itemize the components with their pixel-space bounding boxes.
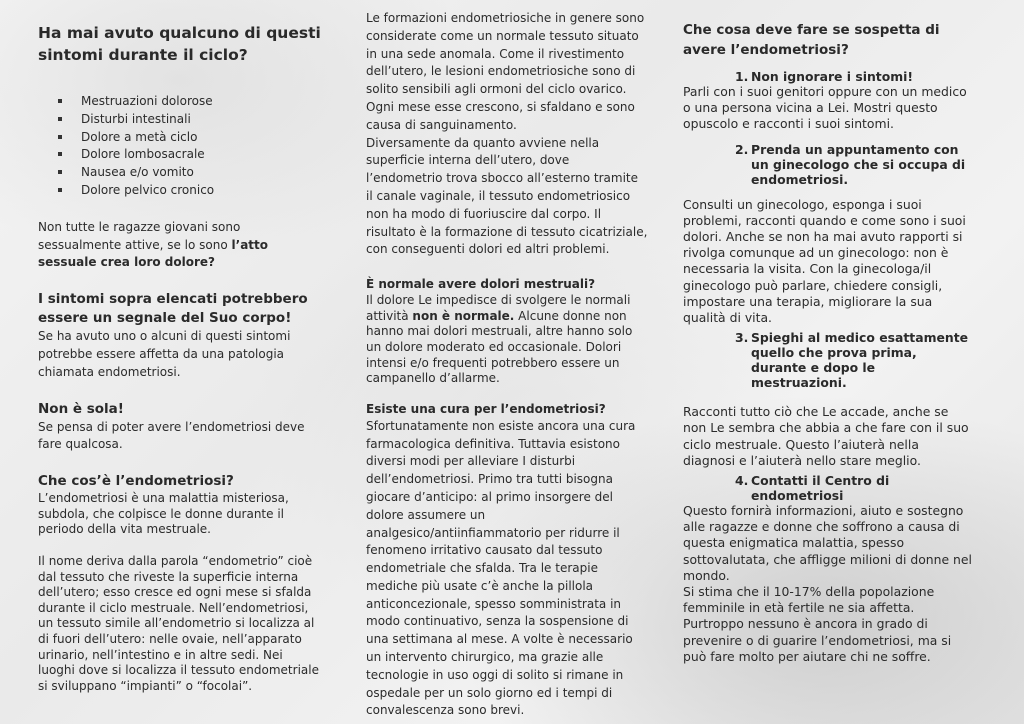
cure-paragraph: Sfortunatamente non esiste ancora una cura farmacologica definitiva. Tuttavia esistono diversi modi per alleviare I disturbi dell’endometriosi. Primo tra tutti bisogna giocare d’anticipo: al primo insorgere del dolore assumere un analgesico/antiinfiammatorio per ridurre il fenomeno irritativo causato dal tessuto endometriale che sfalda. Tra le terapie mediche più usate c’è anche la pillola anticoncezionale, spesso somministrata in modo continuativo, senza la sospensione di una settimana al mese. A volte è necessario un intervento chirurgico, ma grazie alle tecnologie in uso oggi di solito si rimane in ospedale per un solo giorno ed i tempi di convalescenza sono brevi. [366,418,636,718]
column-right [683,20,973,665]
step-number: 3. [735,330,749,346]
step-3-text: Racconti tutto ciò che Le accade, anche se non Le sembra che abbia a che fare con il suo ciclo mestruale. Questo l’aiuterà nella diagnosi e l’aiuterà nello stare meglio. [683,404,969,468]
cure-heading: Esiste una cura per l’endometriosi? [366,401,606,416]
sexual-activity-paragraph [38,219,323,272]
list-item: Dolore a metà ciclo [58,129,323,147]
normal-pain-heading: È normale avere dolori mestruali? [366,277,596,292]
step-1-heading [683,69,973,84]
column-left [38,22,323,694]
column-middle [366,10,648,720]
step-4-heading [683,473,973,503]
list-item: Dolore lombosacrale [58,146,323,164]
paragraph-bold: l’atto sessuale crea loro dolore? [38,237,269,270]
step-number: 1. [735,69,749,84]
paragraph-text: Non tutte le ragazze giovani sono sessualmente attive, se lo sono [38,219,241,252]
step-2-heading [683,142,973,187]
definition-paragraph: L’endometriosi è una malattia misteriosa, subdola, che colpisce le donne durante il periodo della vita mestruale. [38,491,289,537]
step-1-text: Parli con i suoi genitori oppure con un medico o una persona vicina a Lei. Mostri questo opuscolo e racconti i suoi sintomi. [683,84,967,132]
step-number: 4. [735,473,749,489]
not-alone-paragraph: Se pensa di poter avere l’endometriosi deve fare qualcosa. [38,419,305,452]
step-title: Contatti il Centro di endometriosi [751,473,890,504]
step-4-statistic: Si stima che il 10-17% della popolazione femminile in età fertile ne sia affetta. [683,584,935,616]
symptoms-list [58,93,323,200]
step-number: 2. [735,141,749,157]
list-item: Nausea e/o vomito [58,164,323,182]
list-item: Dolore pelvico cronico [58,182,323,200]
normal-pain-paragraph [366,293,648,387]
not-alone-heading: Non è sola! [38,400,124,417]
step-3-heading [683,330,973,390]
main-title: Ha mai avuto qualcuno di questi sintomi durante il ciclo? [38,24,321,64]
step-title: Non ignorare i sintomi! [751,69,914,84]
signal-heading: I sintomi sopra elencati potrebbero essere un segnale del Suo corpo! [38,291,308,327]
list-item: Mestruazioni dolorose [58,93,323,111]
name-origin-paragraph: Il nome deriva dalla parola “endometrio” cioè dal tessuto che riveste la superficie interna dell’utero; esso cresce ed ogni mese si sfalda durante il ciclo mestruale. Nell’endometriosi, un tessuto simile all’endometrio si localizza al di fuori dell’utero: nelle ovaie, nell’apparato urinario, nell’intestino e in altre sedi. Nei luoghi dove si localizza il tessuto endometriale si sviluppano “impianti” o “focolai”. [38,553,319,693]
step-4-closing: Purtroppo nessuno è ancora in grado di prevenire o di guarire l’endometriosi, ma si può fare molto per aiutare chi ne soffre. [683,616,952,664]
step-2-text: Consulti un ginecologo, esponga i suoi problemi, racconti quando e come sono i suoi dolori. Anche se non ha mai avuto rapporti si rivolga comunque ad un ginecologo: non è necessaria la visita. Con la ginecologa/il ginecologo può parlare, chiedere consigli, impostare una terapia, migliorare la sua qualità di vita. [683,196,966,326]
step-title: Spieghi al medico esattamente quello che prova prima, durante e dopo le mestruazioni. [751,330,969,391]
paragraph-text: Alcune donne non hanno mai dolori mestruali, altre hanno solo un dolore moderato ed occasionale. Dolori intensi e/o frequenti potrebbero essere un campanello d’allarme. [366,308,633,386]
list-item: Disturbi intestinali [58,111,323,129]
step-title: Prenda un appuntamento con un ginecologo che si occupa di endometriosi. [751,141,966,187]
what-is-heading: Che cos’è l’endometriosi? [38,473,234,490]
step-4-text: Questo fornirà informazioni, aiuto e sostegno alle ragazze e donne che soffrono a causa di questa enigmatica malattia, spesso sottovalutata, che affligge milioni di donne nel mondo. [683,503,972,583]
paragraph-text: Il dolore Le impedisce di svolgere le normali attività [366,293,631,323]
paragraph-bold: non è normale. [412,308,515,323]
what-to-do-heading: Che cosa deve fare se sospetta di avere l’endometriosi? [683,22,940,58]
difference-paragraph: Diversamente da quanto avviene nella superficie interna dell’utero, dove l’endometrio trova sbocco all’esterno tramite il canale vaginale, il tessuto endometriosico non ha modo di fuoriuscire dal corpo. Il risultato è la formazione di tessuto cicatriziale, con conseguenti dolori ed altri problemi. [366,135,648,257]
formations-paragraph: Le formazioni endometriosiche in genere sono considerate come un normale tessuto situato in una sede anomala. Come il rivestimento dell’utero, le lesioni endometriosiche sono di solito sensibili agli ormoni del ciclo ovarico. Ogni mese esse crescono, si sfaldano e sono causa di sanguinamento. [366,11,645,132]
signal-paragraph: Se ha avuto uno o alcuni di questi sintomi potrebbe essere affetta da una patologia chiamata endometriosi. [38,329,291,379]
